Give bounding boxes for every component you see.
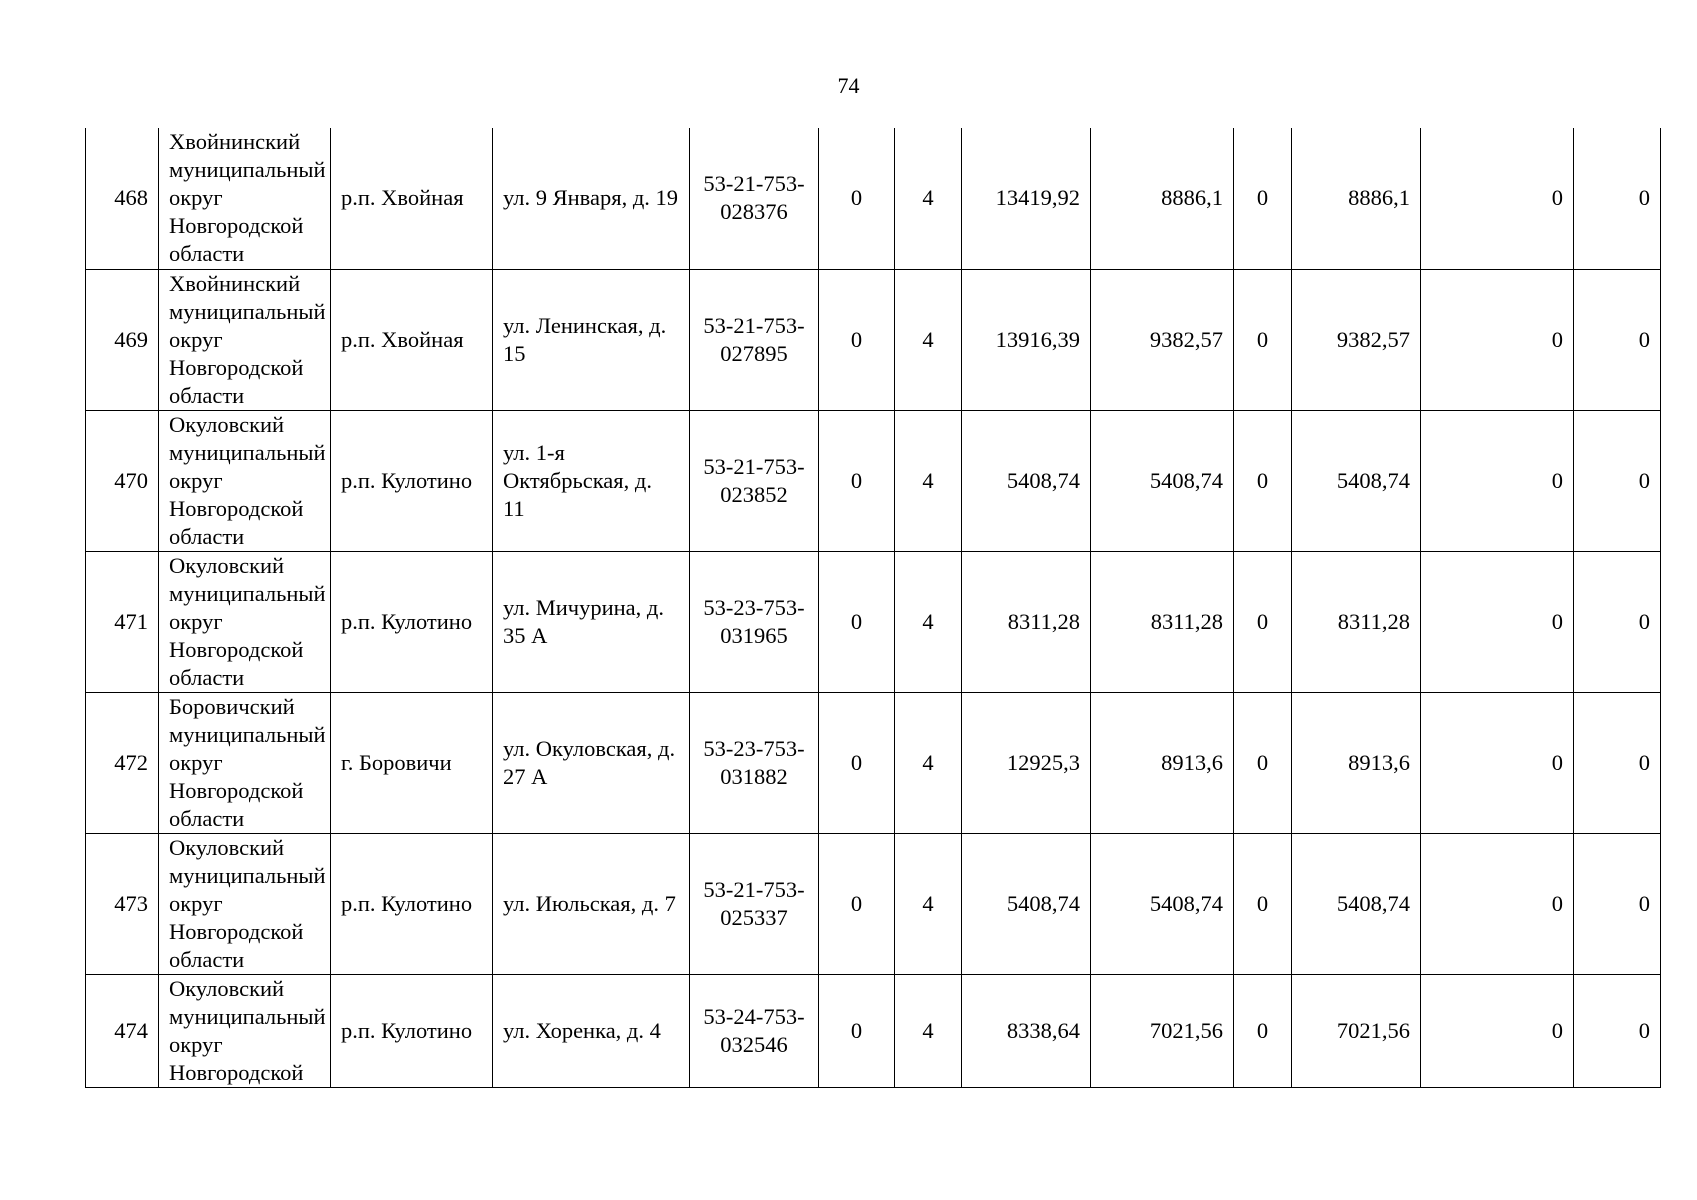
value-col-4: 5408,74 (1091, 833, 1234, 974)
address-cell: ул. Хоренка, д. 4 (493, 974, 690, 1087)
table-row (86, 410, 1661, 551)
table-row (86, 269, 1661, 410)
address-cell: ул. Июльская, д. 7 (493, 833, 690, 974)
row-number: 472 (86, 692, 159, 833)
value-col-1: 0 (819, 692, 895, 833)
value-col-1: 0 (819, 269, 895, 410)
value-col-2: 4 (895, 551, 962, 692)
address-cell: ул. 1-я Октябрьская, д. 11 (493, 410, 690, 551)
row-number: 468 (86, 128, 159, 269)
value-col-8: 0 (1574, 551, 1661, 692)
table-body (86, 128, 1661, 1087)
row-number: 473 (86, 833, 159, 974)
row-number: 471 (86, 551, 159, 692)
value-col-3: 12925,3 (962, 692, 1091, 833)
municipality-cell: Боровичский муниципальный округ Новгородской области (159, 692, 331, 833)
address-cell: ул. Мичурина, д. 35 А (493, 551, 690, 692)
code-cell: 53-21-753-027895 (690, 269, 819, 410)
value-col-1: 0 (819, 551, 895, 692)
value-col-7: 0 (1421, 551, 1574, 692)
value-col-1: 0 (819, 410, 895, 551)
value-col-4: 8311,28 (1091, 551, 1234, 692)
value-col-3: 13916,39 (962, 269, 1091, 410)
row-number: 469 (86, 269, 159, 410)
value-col-7: 0 (1421, 269, 1574, 410)
settlement-cell: р.п. Хвойная (331, 269, 493, 410)
municipality-cell: Хвойнинский муниципальный округ Новгородской области (159, 269, 331, 410)
value-col-3: 13419,92 (962, 128, 1091, 269)
value-col-6: 9382,57 (1292, 269, 1421, 410)
settlement-cell: г. Боровичи (331, 692, 493, 833)
value-col-8: 0 (1574, 974, 1661, 1087)
value-col-8: 0 (1574, 410, 1661, 551)
value-col-2: 4 (895, 692, 962, 833)
value-col-6: 5408,74 (1292, 833, 1421, 974)
value-col-5: 0 (1234, 974, 1292, 1087)
table-row (86, 551, 1661, 692)
value-col-4: 8913,6 (1091, 692, 1234, 833)
code-cell: 53-23-753-031882 (690, 692, 819, 833)
value-col-2: 4 (895, 833, 962, 974)
value-col-3: 8338,64 (962, 974, 1091, 1087)
municipality-cell: Окуловский муниципальный округ Новгородской области (159, 833, 331, 974)
value-col-8: 0 (1574, 692, 1661, 833)
table-row (86, 833, 1661, 974)
row-number: 470 (86, 410, 159, 551)
value-col-2: 4 (895, 128, 962, 269)
address-cell: ул. 9 Января, д. 19 (493, 128, 690, 269)
settlement-cell: р.п. Хвойная (331, 128, 493, 269)
value-col-1: 0 (819, 833, 895, 974)
value-col-3: 5408,74 (962, 833, 1091, 974)
value-col-5: 0 (1234, 128, 1292, 269)
value-col-7: 0 (1421, 833, 1574, 974)
value-col-5: 0 (1234, 269, 1292, 410)
code-cell: 53-21-753-025337 (690, 833, 819, 974)
value-col-7: 0 (1421, 410, 1574, 551)
value-col-4: 8886,1 (1091, 128, 1234, 269)
municipality-cell: Окуловский муниципальный округ Новгородской области (159, 410, 331, 551)
value-col-5: 0 (1234, 551, 1292, 692)
value-col-5: 0 (1234, 833, 1292, 974)
value-col-6: 8886,1 (1292, 128, 1421, 269)
municipality-cell: Окуловский муниципальный округ Новгородской (159, 974, 331, 1087)
value-col-8: 0 (1574, 833, 1661, 974)
code-cell: 53-24-753-032546 (690, 974, 819, 1087)
settlement-cell: р.п. Кулотино (331, 833, 493, 974)
code-cell: 53-21-753-023852 (690, 410, 819, 551)
value-col-2: 4 (895, 269, 962, 410)
row-number: 474 (86, 974, 159, 1087)
value-col-8: 0 (1574, 269, 1661, 410)
settlement-cell: р.п. Кулотино (331, 974, 493, 1087)
table-row (86, 128, 1661, 269)
value-col-6: 8913,6 (1292, 692, 1421, 833)
code-cell: 53-23-753-031965 (690, 551, 819, 692)
value-col-4: 5408,74 (1091, 410, 1234, 551)
value-col-5: 0 (1234, 410, 1292, 551)
value-col-7: 0 (1421, 974, 1574, 1087)
table-row (86, 974, 1661, 1087)
value-col-6: 8311,28 (1292, 551, 1421, 692)
value-col-6: 5408,74 (1292, 410, 1421, 551)
value-col-2: 4 (895, 974, 962, 1087)
address-cell: ул. Ленинская, д. 15 (493, 269, 690, 410)
value-col-3: 5408,74 (962, 410, 1091, 551)
value-col-2: 4 (895, 410, 962, 551)
value-col-7: 0 (1421, 692, 1574, 833)
settlement-cell: р.п. Кулотино (331, 551, 493, 692)
municipality-cell: Хвойнинский муниципальный округ Новгородской области (159, 128, 331, 269)
value-col-5: 0 (1234, 692, 1292, 833)
address-cell: ул. Окуловская, д. 27 А (493, 692, 690, 833)
data-table (85, 128, 1661, 1088)
value-col-1: 0 (819, 974, 895, 1087)
value-col-6: 7021,56 (1292, 974, 1421, 1087)
settlement-cell: р.п. Кулотино (331, 410, 493, 551)
value-col-7: 0 (1421, 128, 1574, 269)
municipality-cell: Окуловский муниципальный округ Новгородской области (159, 551, 331, 692)
value-col-3: 8311,28 (962, 551, 1091, 692)
value-col-1: 0 (819, 128, 895, 269)
value-col-8: 0 (1574, 128, 1661, 269)
value-col-4: 9382,57 (1091, 269, 1234, 410)
code-cell: 53-21-753-028376 (690, 128, 819, 269)
page-number: 74 (837, 73, 860, 98)
value-col-4: 7021,56 (1091, 974, 1234, 1087)
table-row (86, 692, 1661, 833)
